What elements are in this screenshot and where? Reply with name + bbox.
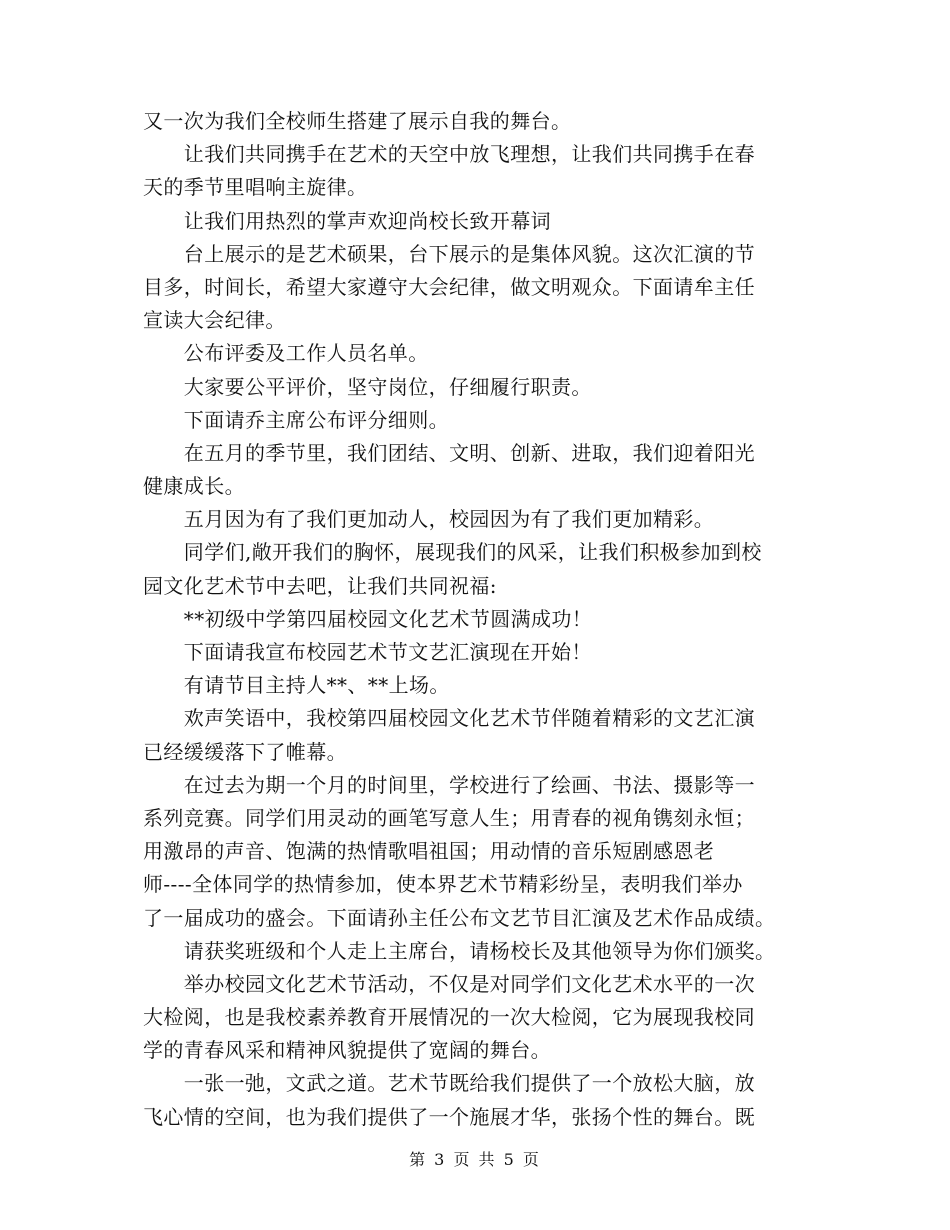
- text-line: 园文化艺术节中去吧，让我们共同祝福:: [143, 573, 497, 598]
- text-line: 下面请乔主席公布评分细则。: [143, 407, 449, 432]
- text-line: 在五月的季节里，我们团结、文明、创新、进取，我们迎着阳光: [143, 440, 755, 465]
- text-line: 天的季节里唱响主旋律。: [143, 175, 368, 200]
- text-line: 大家要公平评价，坚守岗位，仔细履行职责。: [143, 374, 592, 399]
- page-number: 第 3 页 共 5 页: [409, 1150, 541, 1169]
- text-line: 下面请我宣布校园艺术节文艺汇演现在开始！: [143, 640, 592, 664]
- text-line: 公布评委及工作人员名单。: [143, 341, 429, 366]
- text-line: 欢声笑语中，我校第四届校园文化艺术节伴随着精彩的文艺汇演: [143, 706, 755, 731]
- text-line: 师----全体同学的热情参加，使本界艺术节精彩纷呈，表明我们举办: [143, 872, 743, 897]
- text-line: 了一届成功的盛会。下面请孙主任公布文艺节目汇演及艺术作品成绩。: [143, 905, 776, 930]
- text-line: 宣读大会纪律。: [143, 308, 286, 333]
- text-line: 学的青春风采和精神风貌提供了宽阔的舞台。: [143, 1038, 551, 1063]
- text-line: 用激昂的声音、饱满的热情歌唱祖国；用动情的音乐短剧感恩老: [143, 839, 715, 864]
- text-line: 同学们,敞开我们的胸怀，展现我们的风采，让我们积极参加到校: [143, 540, 762, 565]
- text-line: 健康成长。: [143, 474, 245, 499]
- text-line: 台上展示的是艺术硕果，台下展示的是集体风貌。这次汇演的节: [143, 241, 755, 266]
- text-line: 在过去为期一个月的时间里，学校进行了绘画、书法、摄影等一: [143, 772, 755, 797]
- text-line: 飞心情的空间，也为我们提供了一个施展才华，张扬个性的舞台。既: [143, 1104, 755, 1129]
- text-line: 五月因为有了我们更加动人，校园因为有了我们更加精彩。: [143, 507, 715, 532]
- body-text: [143, 105, 813, 1134]
- text-line: 请获奖班级和个人走上主席台，请杨校长及其他领导为你们颁奖。: [143, 938, 776, 963]
- text-line: 一张一弛，文武之道。艺术节既给我们提供了一个放松大脑，放: [143, 1071, 755, 1096]
- text-line: 举办校园文化艺术节活动，不仅是对同学们文化艺术水平的一次: [143, 971, 755, 996]
- text-line: 目多，时间长，希望大家遵守大会纪律，做文明观众。下面请牟主任: [143, 274, 755, 299]
- text-line: 大检阅，也是我校素养教育开展情况的一次大检阅，它为展现我校同: [143, 1005, 755, 1030]
- text-line: 又一次为我们全校师生搭建了展示自我的舞台。: [143, 109, 572, 133]
- text-line: 让我们用热烈的掌声欢迎尚校长致开幕词: [143, 208, 551, 233]
- text-line: 已经缓缓落下了帷幕。: [143, 739, 347, 764]
- text-line: 系列竞赛。同学们用灵动的画笔写意人生；用青春的视角镌刻永恒；: [143, 805, 755, 830]
- text-line: **初级中学第四届校园文化艺术节圆满成功！: [143, 606, 593, 631]
- text-line: 有请节目主持人**、**上场。: [143, 673, 450, 698]
- text-line: 让我们共同携手在艺术的天空中放飞理想，让我们共同携手在春: [143, 142, 755, 167]
